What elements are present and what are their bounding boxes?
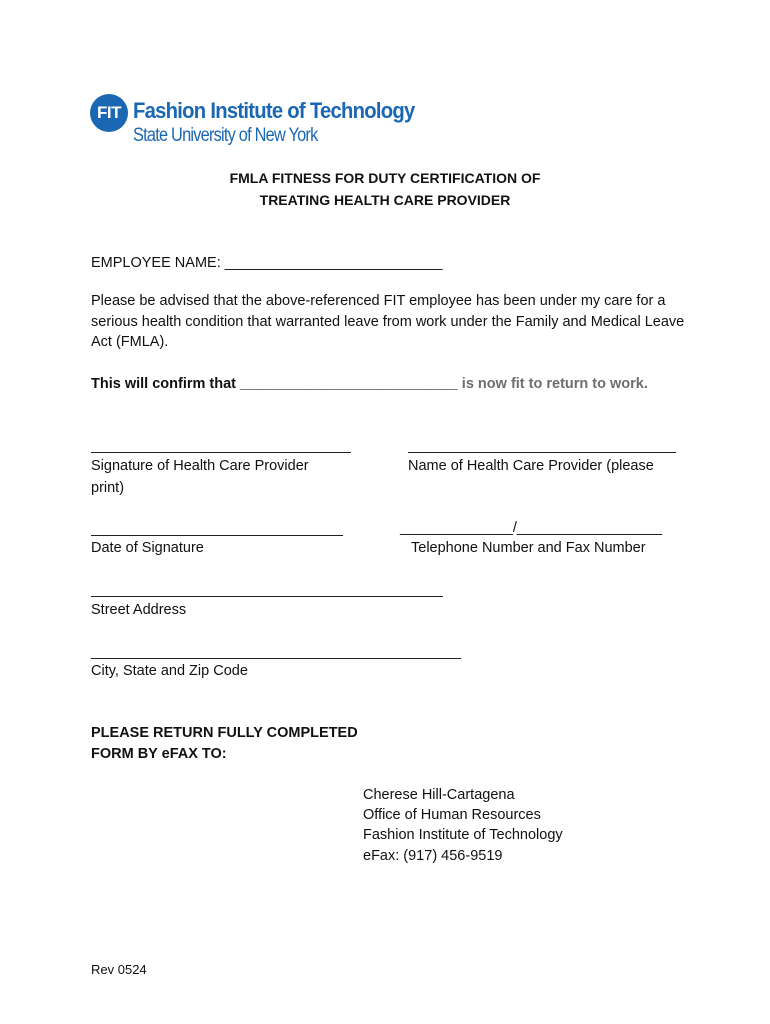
street-line[interactable] [91,596,443,597]
institution-subtitle: State University of New York [133,125,318,146]
street-label: Street Address [91,602,187,618]
fit-logo-mark: FIT [90,94,128,132]
city-line[interactable] [91,658,461,659]
return-instructions-line1: PLEASE RETURN FULLY COMPLETED [91,725,358,741]
confirm-prefix[interactable]: This will confirm that ___________________________ [91,376,458,392]
signature-line[interactable] [91,452,351,453]
signature-label-wrap: print) [91,480,125,496]
employee-name-field[interactable]: EMPLOYEE NAME: ___________________________ [91,255,443,271]
contact-name: Cherese Hill-Cartagena [363,787,515,803]
contact-efax: eFax: (917) 456-9519 [363,848,503,864]
date-label: Date of Signature [91,540,204,556]
provider-name-line[interactable] [408,452,676,453]
phone-fax-label: Telephone Number and Fax Number [411,540,646,556]
institution-name: Fashion Institute of Technology [133,98,415,123]
revision-code: Rev 0524 [91,962,147,977]
confirm-suffix: is now fit to return to work. [457,376,648,392]
date-line[interactable] [91,535,343,536]
contact-institution: Fashion Institute of Technology [363,827,563,843]
signature-label: Signature of Health Care Provider [91,458,309,474]
advisory-paragraph: Please be advised that the above-referenced FIT employee has been under my care for a serious health condition that warranted leave from work under the Family and Medical Leave Act (FMLA). [91,293,685,350]
confirm-statement [91,374,648,394]
form-title-line1: FMLA FITNESS FOR DUTY CERTIFICATION OF [229,170,541,186]
provider-name-label: Name of Health Care Provider (please [408,458,654,474]
city-label: City, State and Zip Code [91,663,248,679]
phone-fax-field[interactable]: ______________/__________________ [400,520,663,536]
contact-office: Office of Human Resources [363,807,541,823]
form-title-line2: TREATING HEALTH CARE PROVIDER [259,192,511,208]
return-instructions-line2: FORM BY eFAX TO: [91,746,227,762]
